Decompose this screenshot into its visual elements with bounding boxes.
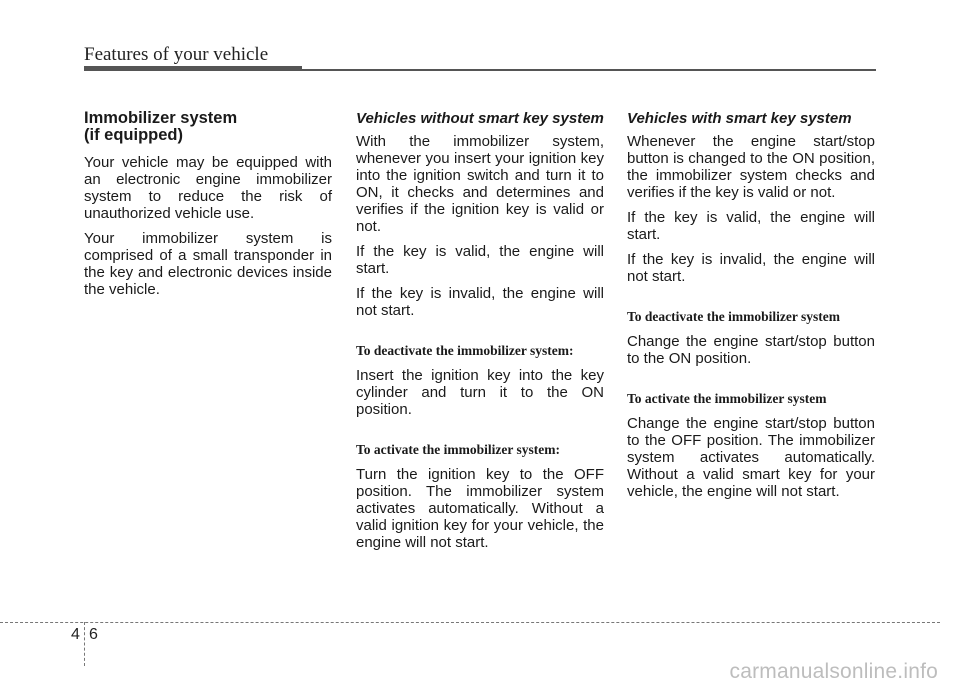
section-heading-line2: (if equipped)	[84, 126, 183, 144]
paragraph: If the key is invalid, the engine will not start.	[627, 251, 875, 285]
paragraph: If the key is invalid, the engine will not start.	[356, 285, 604, 319]
procedure-heading: To deactivate the immobilizer system:	[356, 343, 574, 358]
chapter-number: 4	[71, 626, 80, 643]
paragraph: Whenever the engine start/stop button is changed to the ON position, the immobilizer system checks and verifies if the key is valid or not.	[627, 133, 875, 201]
procedure-heading: To activate the immobilizer system:	[356, 442, 560, 457]
section-heading-line1: Immobilizer system	[84, 109, 238, 127]
column-with-smart-key	[627, 110, 875, 508]
subsection-heading: Vehicles with smart key system	[627, 110, 852, 127]
subsection-heading: Vehicles without smart key system	[356, 110, 604, 127]
paragraph: Your immobilizer system is comprised of a small transponder in the key and electronic devices inside the vehicle.	[84, 230, 332, 298]
paragraph: Insert the ignition key into the key cylinder and turn it to the ON position.	[356, 367, 604, 418]
paragraph: Change the engine start/stop button to the OFF position. The immobilizer system activates automatically. Without a valid smart key for your vehicle, the engine will not start.	[627, 415, 875, 500]
paragraph: If the key is valid, the engine will start.	[627, 209, 875, 243]
header-rule-thin	[302, 69, 876, 71]
column-immobilizer-intro	[84, 110, 332, 306]
paragraph: Turn the ignition key to the OFF position. The immobilizer system activates automatically. Without a valid ignition key for your vehicle, the engine will not start.	[356, 466, 604, 551]
paragraph: Your vehicle may be equipped with an electronic engine immobilizer system to reduce the risk of unauthorized vehicle use.	[84, 154, 332, 222]
page-number: 6	[89, 626, 98, 643]
paragraph: Change the engine start/stop button to the ON position.	[627, 333, 875, 367]
procedure-heading: To deactivate the immobilizer system	[627, 309, 840, 324]
header-rule-thick	[84, 66, 302, 71]
footer-dashed-divider	[84, 622, 85, 666]
paragraph: If the key is valid, the engine will start.	[356, 243, 604, 277]
procedure-heading: To activate the immobilizer system	[627, 391, 827, 406]
column-without-smart-key	[356, 110, 604, 559]
watermark-text: carmanualsonline.info	[729, 660, 938, 683]
page-header-title: Features of your vehicle	[84, 44, 269, 65]
paragraph: With the immobilizer system, whenever you insert your ignition key into the ignition switch and turn it to ON, it checks and determines and verifies if the ignition key is valid or not.	[356, 133, 604, 235]
section-heading	[84, 110, 332, 144]
footer-dashed-rule	[0, 622, 940, 623]
